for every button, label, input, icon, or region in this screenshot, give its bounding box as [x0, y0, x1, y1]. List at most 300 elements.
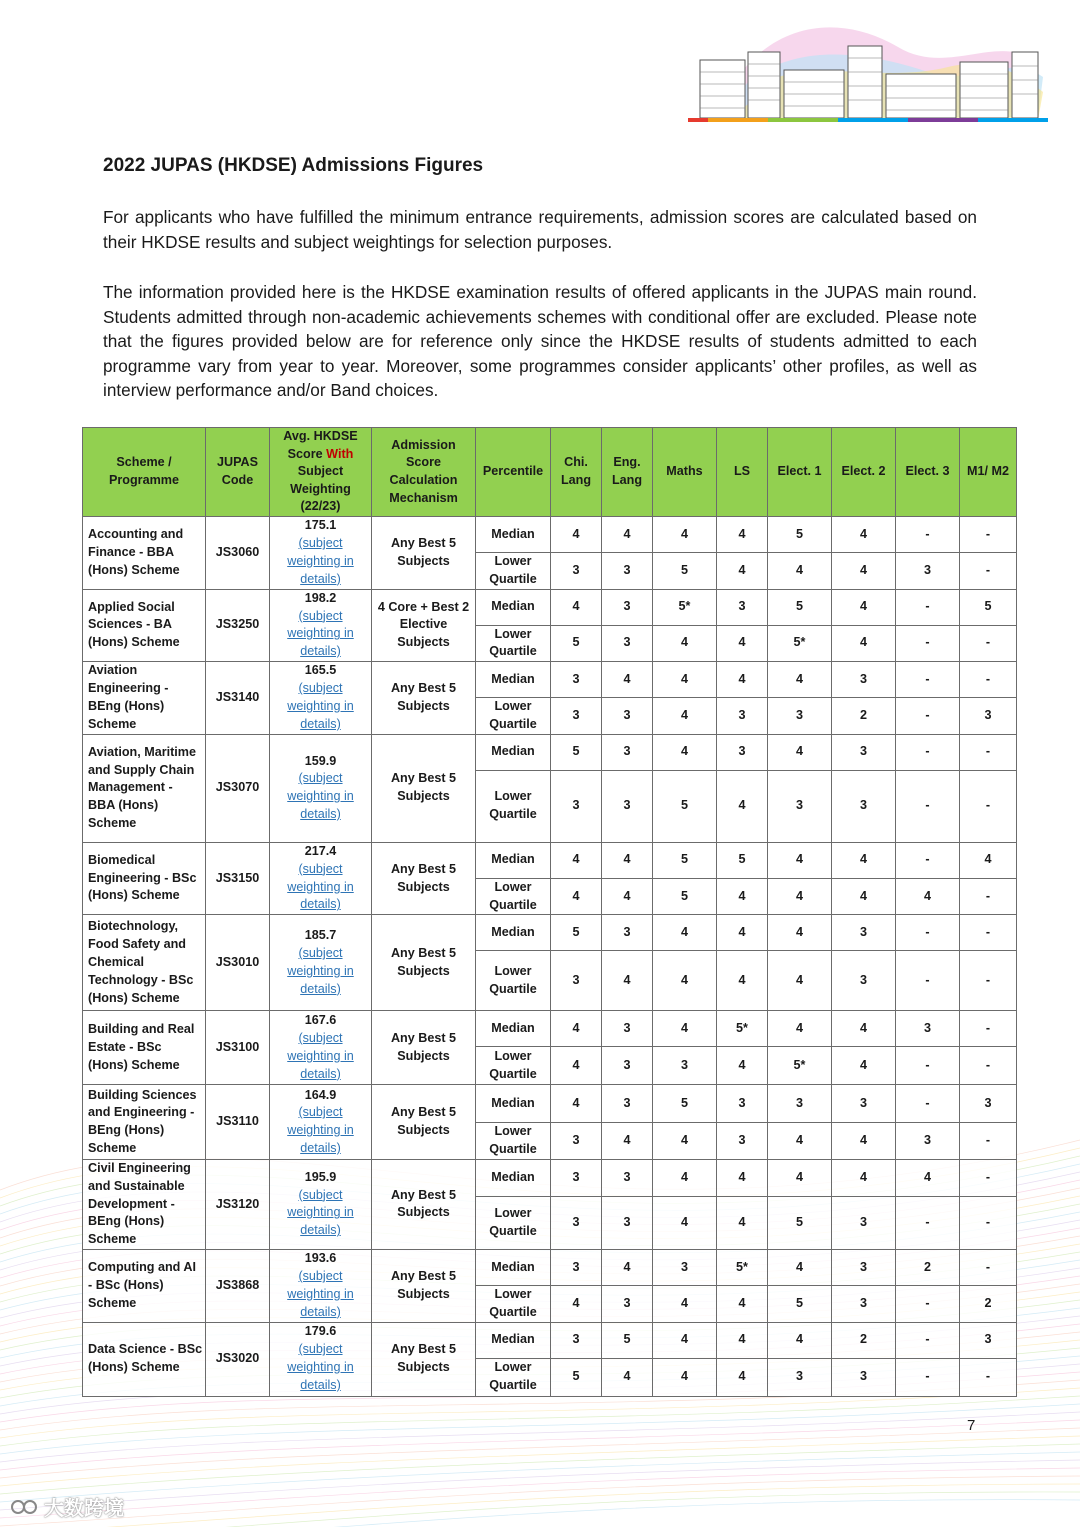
programme-name: Building and Real Estate - BSc (Hons) Scheme: [83, 1011, 206, 1085]
lower-quartile-grade: 3: [653, 1047, 717, 1085]
calculation-mechanism: 4 Core + Best 2 Elective Subjects: [372, 589, 476, 662]
lower-quartile-grade: 4: [717, 1047, 768, 1085]
wave-line: [0, 1476, 1080, 1526]
median-grade: -: [960, 1011, 1017, 1047]
median-grade: 5: [551, 734, 602, 770]
page-title: 2022 JUPAS (HKDSE) Admissions Figures: [103, 155, 484, 176]
jupas-code: JS3150: [206, 842, 270, 915]
lower-quartile-grade: 5: [551, 1358, 602, 1396]
avg-score-value: 167.6: [304, 1013, 337, 1028]
subject-weighting-link[interactable]: (subject weighting in details): [287, 771, 354, 822]
programme-name: Data Science - BSc (Hons) Scheme: [83, 1322, 206, 1396]
lower-quartile-grade: 5*: [768, 1047, 832, 1085]
median-grade: -: [896, 734, 960, 770]
calculation-mechanism: Any Best 5 Subjects: [372, 1322, 476, 1396]
percentile-label: Lower Quartile: [476, 553, 551, 590]
lower-quartile-grade: 5: [653, 553, 717, 590]
median-grade: -: [960, 517, 1017, 553]
lower-quartile-grade: -: [896, 1196, 960, 1249]
jupas-code: JS3250: [206, 589, 270, 662]
median-grade: 4: [768, 1159, 832, 1196]
intro-paragraph-1: For applicants who have fulfilled the minimum entrance requirements, admission scores are calculated based on their HKDSE results and subject weightings for selection purposes.: [103, 207, 977, 252]
programme-name: Accounting and Finance - BBA (Hons) Scheme: [83, 517, 206, 590]
jupas-code: JS3100: [206, 1011, 270, 1085]
median-grade: 4: [653, 517, 717, 553]
median-grade: 5*: [717, 1011, 768, 1047]
lower-quartile-grade: 4: [717, 878, 768, 915]
median-grade: 3: [653, 1249, 717, 1285]
percentile-label: Median: [476, 842, 551, 878]
lower-quartile-grade: 4: [653, 1285, 717, 1322]
programme-name: Aviation Engineering - BEng (Hons) Scheme: [83, 662, 206, 735]
median-grade: 3: [602, 915, 653, 951]
lower-quartile-grade: 3: [832, 951, 896, 1011]
avg-score-cell: [270, 662, 372, 735]
median-grade: 3: [832, 915, 896, 951]
median-grade: 3: [602, 1085, 653, 1123]
percentile-label: Median: [476, 1249, 551, 1285]
lower-quartile-grade: -: [960, 553, 1017, 590]
percentile-label: Median: [476, 662, 551, 698]
median-grade: 2: [832, 1322, 896, 1358]
lower-quartile-grade: 3: [768, 770, 832, 842]
median-grade: -: [896, 842, 960, 878]
lower-quartile-grade: 3: [551, 553, 602, 590]
median-grade: 4: [768, 1322, 832, 1358]
calculation-mechanism: Any Best 5 Subjects: [372, 915, 476, 1011]
avg-score-cell: [270, 1322, 372, 1396]
table-row: [83, 1159, 1017, 1196]
lower-quartile-grade: -: [960, 1358, 1017, 1396]
median-grade: 5*: [653, 589, 717, 625]
median-grade: -: [960, 915, 1017, 951]
lower-quartile-grade: -: [896, 698, 960, 735]
lower-quartile-grade: 3: [602, 1047, 653, 1085]
programme-name: Aviation, Maritime and Supply Chain Management - BBA (Hons) Scheme: [83, 734, 206, 842]
lower-quartile-grade: -: [896, 1358, 960, 1396]
lower-quartile-grade: -: [960, 625, 1017, 662]
avg-score-value: 159.9: [304, 753, 337, 768]
table-row: [83, 589, 1017, 625]
median-grade: 3: [896, 1011, 960, 1047]
median-grade: 4: [717, 1322, 768, 1358]
lower-quartile-grade: 3: [551, 698, 602, 735]
header-eng-lang: Eng. Lang: [602, 428, 653, 517]
median-grade: 4: [717, 662, 768, 698]
wave-line: [0, 1428, 1080, 1478]
subject-weighting-link[interactable]: (subject weighting in details): [287, 1031, 354, 1081]
lower-quartile-grade: -: [896, 625, 960, 662]
lower-quartile-grade: 4: [768, 951, 832, 1011]
lower-quartile-grade: 4: [551, 1047, 602, 1085]
header-avg-part2: Subject Weighting (22/23): [290, 464, 351, 514]
percentile-label: Median: [476, 1011, 551, 1047]
lower-quartile-grade: 4: [653, 625, 717, 662]
lower-quartile-grade: 5: [768, 1285, 832, 1322]
median-grade: -: [960, 1159, 1017, 1196]
lower-quartile-grade: 4: [832, 553, 896, 590]
median-grade: 3: [602, 1159, 653, 1196]
median-grade: 3: [602, 1011, 653, 1047]
median-grade: 4: [768, 662, 832, 698]
lower-quartile-grade: -: [896, 770, 960, 842]
median-grade: 3: [832, 1085, 896, 1123]
lower-quartile-grade: 4: [717, 1285, 768, 1322]
median-grade: 4: [832, 517, 896, 553]
lower-quartile-grade: -: [960, 1196, 1017, 1249]
header-avg-with: With: [326, 446, 354, 461]
lower-quartile-grade: 3: [832, 770, 896, 842]
lower-quartile-grade: 4: [551, 1285, 602, 1322]
median-grade: 4: [768, 1011, 832, 1047]
percentile-label: Lower Quartile: [476, 1196, 551, 1249]
percentile-label: Lower Quartile: [476, 878, 551, 915]
median-grade: 4: [551, 842, 602, 878]
jupas-code: JS3020: [206, 1322, 270, 1396]
median-grade: 4: [653, 734, 717, 770]
lower-quartile-grade: -: [960, 1047, 1017, 1085]
lower-quartile-grade: 3: [960, 698, 1017, 735]
wave-line: [0, 1460, 1080, 1510]
median-grade: -: [896, 1085, 960, 1123]
median-grade: 4: [602, 517, 653, 553]
lower-quartile-grade: 4: [768, 1123, 832, 1160]
subject-weighting-link[interactable]: (subject weighting in details): [287, 536, 354, 586]
lower-quartile-grade: 4: [551, 878, 602, 915]
wave-line: [0, 1420, 1080, 1470]
median-grade: 4: [602, 842, 653, 878]
percentile-label: Lower Quartile: [476, 1285, 551, 1322]
median-grade: -: [896, 589, 960, 625]
median-grade: 5: [768, 517, 832, 553]
calculation-mechanism: Any Best 5 Subjects: [372, 1159, 476, 1249]
header-elect-2: Elect. 2: [832, 428, 896, 517]
table-row: [83, 1322, 1017, 1358]
lower-quartile-grade: 4: [768, 878, 832, 915]
table-row: [83, 1249, 1017, 1285]
wave-line: [0, 1500, 1080, 1527]
lower-quartile-grade: -: [896, 1047, 960, 1085]
avg-score-cell: [270, 915, 372, 1011]
median-grade: -: [896, 517, 960, 553]
median-grade: 4: [832, 1011, 896, 1047]
median-grade: 4: [896, 1159, 960, 1196]
calculation-mechanism: Any Best 5 Subjects: [372, 1085, 476, 1160]
median-grade: 4: [768, 915, 832, 951]
avg-score-cell: [270, 842, 372, 915]
lower-quartile-grade: 5: [551, 625, 602, 662]
median-grade: 3: [960, 1085, 1017, 1123]
subject-weighting-link[interactable]: (subject weighting in details): [287, 861, 354, 912]
avg-score-value: 217.4: [304, 843, 337, 858]
lower-quartile-grade: 3: [602, 625, 653, 662]
median-grade: 3: [602, 734, 653, 770]
jupas-code: JS3868: [206, 1249, 270, 1322]
percentile-label: Median: [476, 589, 551, 625]
median-grade: 3: [832, 662, 896, 698]
median-grade: 5: [653, 1085, 717, 1123]
lower-quartile-grade: 5*: [768, 625, 832, 662]
table-row: [83, 1085, 1017, 1123]
avg-score-value: 175.1: [304, 518, 337, 533]
calculation-mechanism: Any Best 5 Subjects: [372, 662, 476, 735]
percentile-label: Lower Quartile: [476, 770, 551, 842]
campus-buildings-illustration: [688, 22, 1048, 134]
lower-quartile-grade: 3: [602, 698, 653, 735]
page-number: 7: [967, 1417, 976, 1434]
calculation-mechanism: Any Best 5 Subjects: [372, 842, 476, 915]
median-grade: 3: [832, 1249, 896, 1285]
median-grade: 3: [551, 1322, 602, 1358]
lower-quartile-grade: 3: [602, 553, 653, 590]
lower-quartile-grade: 4: [832, 1123, 896, 1160]
lower-quartile-grade: -: [896, 951, 960, 1011]
jupas-code: JS3070: [206, 734, 270, 842]
subject-weighting-link[interactable]: (subject weighting in details): [287, 1342, 354, 1392]
percentile-label: Median: [476, 1159, 551, 1196]
table-row: [83, 842, 1017, 878]
median-grade: 4: [768, 734, 832, 770]
median-grade: 3: [717, 1085, 768, 1123]
lower-quartile-grade: 3: [717, 1123, 768, 1160]
lower-quartile-grade: 4: [602, 878, 653, 915]
avg-score-value: 185.7: [304, 928, 337, 943]
header-elect-1: Elect. 1: [768, 428, 832, 517]
jupas-code: JS3110: [206, 1085, 270, 1160]
median-grade: 3: [551, 1249, 602, 1285]
watermark-logo-icon: [10, 1497, 40, 1517]
lower-quartile-grade: 4: [717, 625, 768, 662]
subject-weighting-link[interactable]: (subject weighting in details): [287, 1268, 354, 1319]
jupas-code: JS3060: [206, 517, 270, 590]
header-m1-m2: M1/ M2: [960, 428, 1017, 517]
median-grade: 2: [896, 1249, 960, 1285]
median-grade: 4: [832, 589, 896, 625]
wave-line: [0, 1404, 1080, 1454]
avg-score-value: 164.9: [304, 1087, 337, 1102]
lower-quartile-grade: 4: [717, 553, 768, 590]
watermark: [10, 1492, 124, 1521]
median-grade: 4: [602, 1249, 653, 1285]
lower-quartile-grade: 3: [551, 1196, 602, 1249]
lower-quartile-grade: 4: [653, 698, 717, 735]
lower-quartile-grade: 4: [717, 770, 768, 842]
lower-quartile-grade: 3: [896, 553, 960, 590]
lower-quartile-grade: 3: [832, 1358, 896, 1396]
header-maths: Maths: [653, 428, 717, 517]
median-grade: -: [896, 915, 960, 951]
lower-quartile-grade: 4: [717, 951, 768, 1011]
median-grade: 3: [602, 589, 653, 625]
median-grade: 3: [832, 734, 896, 770]
header-avg-score: [270, 428, 372, 517]
avg-score-value: 179.6: [304, 1324, 337, 1339]
intro-paragraph-2: The information provided here is the HKDSE examination results of offered applicants in the JUPAS main round. Students admitted through non-academic achievements schemes with conditional offer are excluded. Please note that the figures provided below are for reference only since the HKDSE results of students admitted to each programme vary from year to year. Moreover, some programmes consider applicants’ other profiles, as well as interview performance and/or Band choices.: [103, 282, 977, 400]
lower-quartile-grade: 4: [653, 1196, 717, 1249]
median-grade: 5: [551, 915, 602, 951]
percentile-label: Lower Quartile: [476, 1358, 551, 1396]
lower-quartile-grade: 5: [653, 770, 717, 842]
percentile-label: Lower Quartile: [476, 1123, 551, 1160]
lower-quartile-grade: 3: [602, 770, 653, 842]
percentile-label: Median: [476, 1322, 551, 1358]
lower-quartile-grade: -: [960, 1123, 1017, 1160]
header-elect-3: Elect. 3: [896, 428, 960, 517]
table-row: [83, 517, 1017, 553]
median-grade: -: [896, 1322, 960, 1358]
median-grade: 4: [653, 1322, 717, 1358]
lower-quartile-grade: 4: [653, 1123, 717, 1160]
median-grade: 4: [768, 842, 832, 878]
median-grade: 4: [602, 662, 653, 698]
header-jupas-code: JUPAS Code: [206, 428, 270, 517]
percentile-label: Lower Quartile: [476, 951, 551, 1011]
wave-line: [0, 1484, 1080, 1527]
median-grade: 4: [551, 589, 602, 625]
calculation-mechanism: Any Best 5 Subjects: [372, 1249, 476, 1322]
header-programme: Scheme / Programme: [83, 428, 206, 517]
lower-quartile-grade: 4: [717, 1358, 768, 1396]
median-grade: 4: [551, 1011, 602, 1047]
lower-quartile-grade: 2: [832, 698, 896, 735]
median-grade: 4: [768, 1249, 832, 1285]
table-row: [83, 1011, 1017, 1047]
table-header-row: [83, 428, 1017, 517]
avg-score-cell: [270, 1011, 372, 1085]
lower-quartile-grade: -: [960, 878, 1017, 915]
lower-quartile-grade: 3: [896, 1123, 960, 1160]
subject-weighting-link[interactable]: (subject weighting in details): [287, 1187, 354, 1238]
median-grade: 5: [717, 842, 768, 878]
lower-quartile-grade: 4: [653, 951, 717, 1011]
subject-weighting-link[interactable]: (subject weighting in details): [287, 946, 354, 996]
jupas-code: JS3140: [206, 662, 270, 735]
avg-score-value: 193.6: [304, 1251, 337, 1266]
median-grade: -: [896, 662, 960, 698]
avg-score-cell: [270, 1159, 372, 1249]
lower-quartile-grade: 3: [768, 698, 832, 735]
median-grade: 4: [551, 517, 602, 553]
percentile-label: Median: [476, 734, 551, 770]
header-ls: LS: [717, 428, 768, 517]
median-grade: 4: [960, 842, 1017, 878]
lower-quartile-grade: 3: [717, 698, 768, 735]
admissions-figures-table: [82, 427, 1017, 1397]
avg-score-value: 165.5: [304, 663, 337, 678]
header-chi-lang: Chi. Lang: [551, 428, 602, 517]
lower-quartile-grade: -: [960, 770, 1017, 842]
median-grade: 4: [717, 1159, 768, 1196]
subject-weighting-link[interactable]: (subject weighting in details): [287, 1105, 354, 1155]
median-grade: 4: [653, 1159, 717, 1196]
avg-score-value: 195.9: [304, 1169, 337, 1184]
lower-quartile-grade: 3: [551, 951, 602, 1011]
median-grade: 3: [551, 662, 602, 698]
median-grade: 3: [551, 1159, 602, 1196]
median-grade: 5*: [717, 1249, 768, 1285]
median-grade: 5: [602, 1322, 653, 1358]
programme-name: Building Sciences and Engineering - BEng (Hons) Scheme: [83, 1085, 206, 1160]
header-mechanism: Admission Score Calculation Mechanism: [372, 428, 476, 517]
programme-name: Biomedical Engineering - BSc (Hons) Scheme: [83, 842, 206, 915]
calculation-mechanism: Any Best 5 Subjects: [372, 1011, 476, 1085]
lower-quartile-grade: 3: [602, 1196, 653, 1249]
median-grade: -: [960, 734, 1017, 770]
lower-quartile-grade: -: [896, 1285, 960, 1322]
avg-score-value: 198.2: [304, 590, 337, 605]
avg-score-cell: [270, 734, 372, 842]
median-grade: 5: [768, 589, 832, 625]
median-grade: 4: [832, 1159, 896, 1196]
median-grade: -: [960, 1249, 1017, 1285]
wave-line: [0, 1452, 1080, 1502]
avg-score-cell: [270, 517, 372, 590]
median-grade: 4: [832, 842, 896, 878]
lower-quartile-grade: 3: [832, 1196, 896, 1249]
lower-quartile-grade: 5: [768, 1196, 832, 1249]
lower-quartile-grade: 2: [960, 1285, 1017, 1322]
lower-quartile-grade: 4: [832, 878, 896, 915]
percentile-label: Lower Quartile: [476, 625, 551, 662]
avg-score-cell: [270, 1085, 372, 1160]
programme-name: Biotechnology, Food Safety and Chemical Technology - BSc (Hons) Scheme: [83, 915, 206, 1011]
lower-quartile-grade: 3: [768, 1358, 832, 1396]
jupas-code: JS3010: [206, 915, 270, 1011]
median-grade: 3: [717, 734, 768, 770]
table-row: [83, 915, 1017, 951]
median-grade: 5: [653, 842, 717, 878]
percentile-label: Lower Quartile: [476, 698, 551, 735]
percentile-label: Median: [476, 915, 551, 951]
lower-quartile-grade: 5: [653, 878, 717, 915]
lower-quartile-grade: 3: [832, 1285, 896, 1322]
table-row: [83, 662, 1017, 698]
median-grade: 3: [768, 1085, 832, 1123]
wave-line: [0, 1492, 1080, 1527]
header-percentile: Percentile: [476, 428, 551, 517]
median-grade: 4: [717, 915, 768, 951]
lower-quartile-grade: 4: [602, 1123, 653, 1160]
lower-quartile-grade: -: [960, 951, 1017, 1011]
subject-weighting-link[interactable]: (subject weighting in details): [287, 681, 354, 731]
percentile-label: Median: [476, 517, 551, 553]
jupas-code: JS3120: [206, 1159, 270, 1249]
table-row: [83, 734, 1017, 770]
median-grade: 4: [653, 915, 717, 951]
avg-score-cell: [270, 589, 372, 662]
subject-weighting-link[interactable]: (subject weighting in details): [287, 608, 354, 659]
lower-quartile-grade: 4: [602, 951, 653, 1011]
percentile-label: Median: [476, 1085, 551, 1123]
watermark-text: 大数跨境: [44, 1498, 124, 1520]
lower-quartile-grade: 3: [602, 1285, 653, 1322]
median-grade: 3: [960, 1322, 1017, 1358]
calculation-mechanism: Any Best 5 Subjects: [372, 517, 476, 590]
lower-quartile-grade: 4: [768, 553, 832, 590]
median-grade: 4: [653, 662, 717, 698]
programme-name: Civil Engineering and Sustainable Development - BEng (Hons) Scheme: [83, 1159, 206, 1249]
median-grade: 4: [717, 517, 768, 553]
lower-quartile-grade: 4: [832, 1047, 896, 1085]
lower-quartile-grade: 4: [653, 1358, 717, 1396]
percentile-label: Lower Quartile: [476, 1047, 551, 1085]
lower-quartile-grade: 3: [551, 1123, 602, 1160]
lower-quartile-grade: 4: [832, 625, 896, 662]
median-grade: 4: [551, 1085, 602, 1123]
programme-name: Computing and AI - BSc (Hons) Scheme: [83, 1249, 206, 1322]
median-grade: -: [960, 662, 1017, 698]
lower-quartile-grade: 4: [896, 878, 960, 915]
